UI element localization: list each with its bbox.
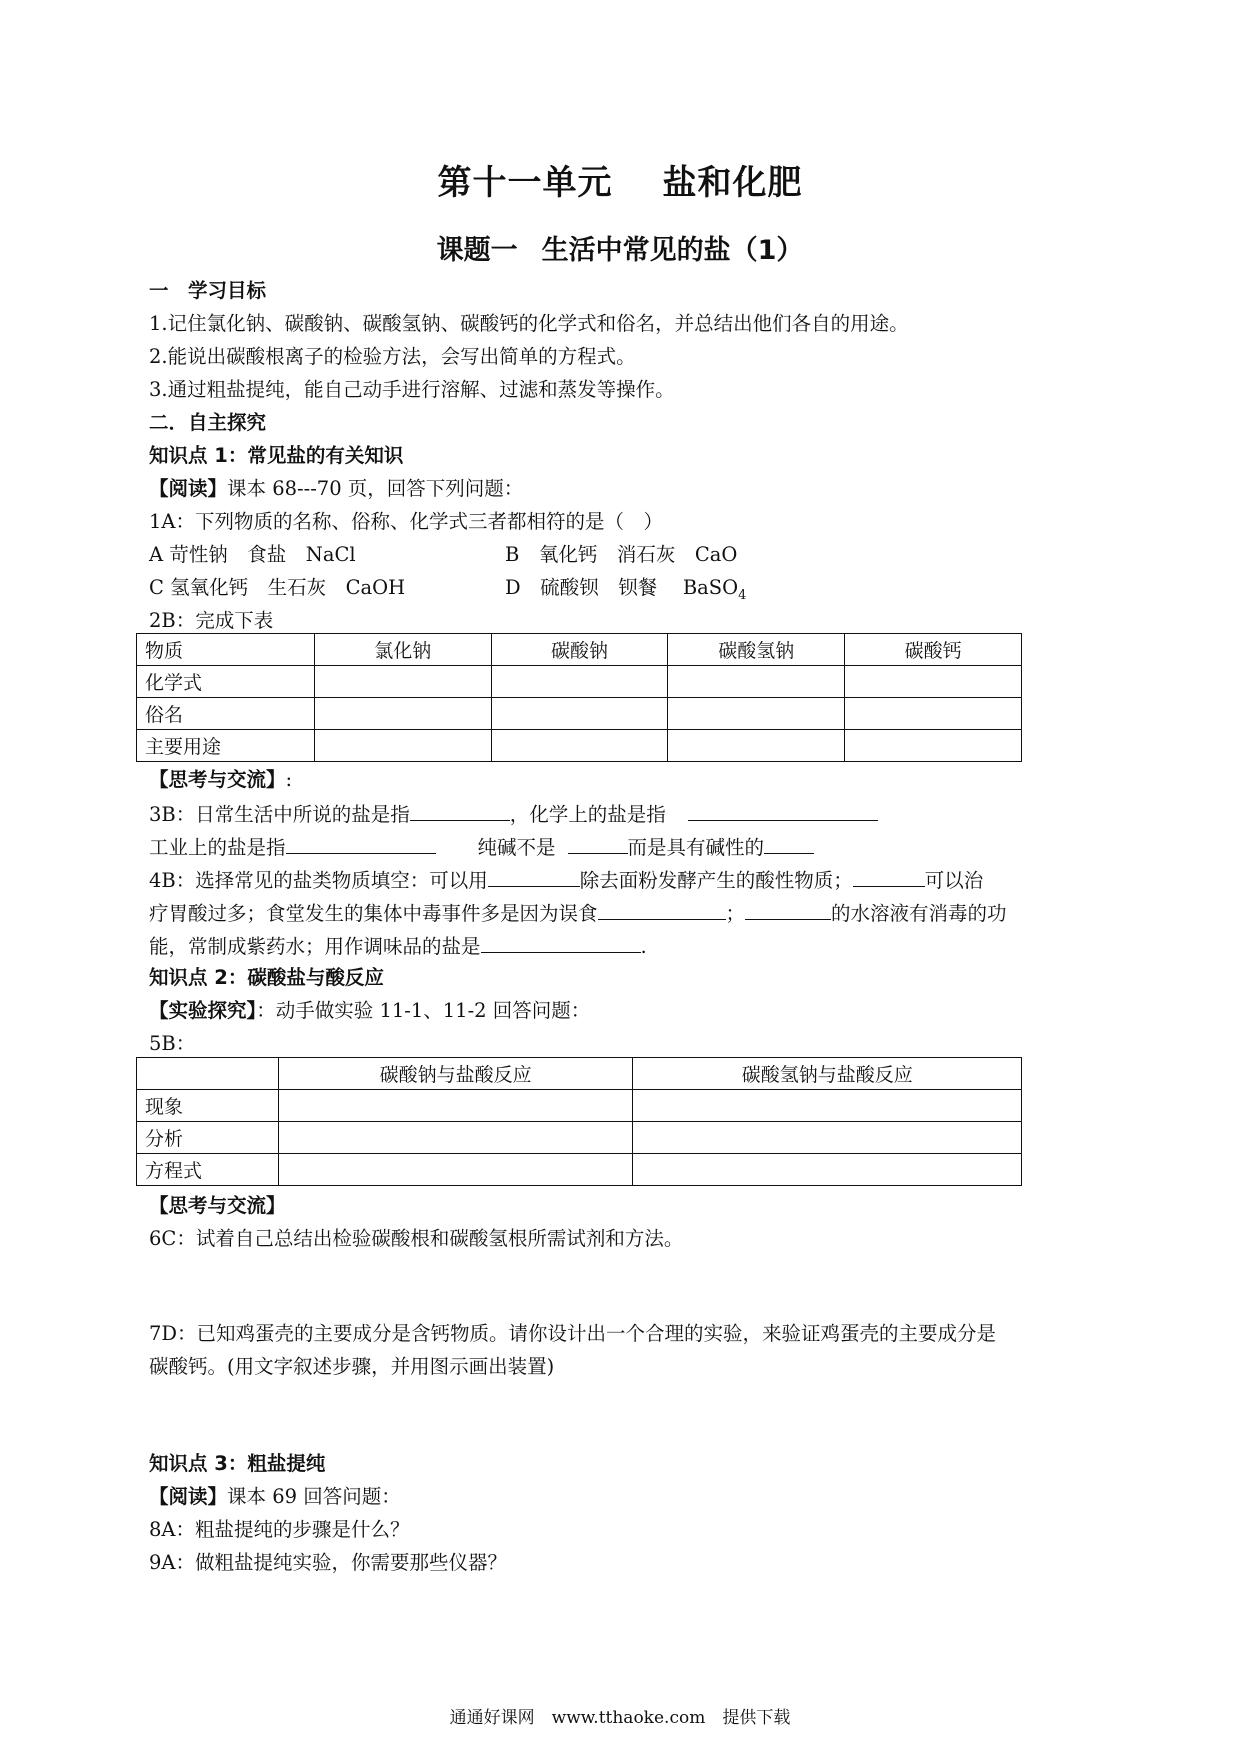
- question-6c: 6C：试着自己总结出检验碳酸根和碳酸氢根所需试剂和方法。: [149, 1227, 684, 1250]
- table-header-cell: [137, 1058, 279, 1090]
- row-label: 俗名: [137, 698, 315, 730]
- experiment-instruction: [149, 998, 590, 1024]
- answer-blank[interactable]: [488, 866, 580, 887]
- option-b: B 氧化钙 消石灰 CaO: [505, 543, 738, 566]
- salts-table: [136, 633, 1022, 762]
- question-4b-text: 4B：选择常见的盐类物质填空：可以用: [149, 869, 488, 892]
- answer-blank[interactable]: [764, 833, 814, 854]
- knowledge-point-2-heading: 知识点 2：碳酸盐与酸反应: [149, 966, 384, 989]
- answer-blank[interactable]: [410, 800, 510, 821]
- question-4b-text: .: [640, 935, 647, 958]
- row-label: 分析: [137, 1122, 279, 1154]
- question-4b-text: 除去面粉发酵产生的酸性物质；: [579, 869, 853, 892]
- question-3b-text: ，化学上的盐是指: [509, 803, 666, 826]
- question-4b-text: ；: [725, 902, 746, 925]
- answer-blank[interactable]: [598, 899, 726, 920]
- answer-cell[interactable]: [633, 1154, 1022, 1186]
- table-header-cell: 碳酸钠与盐酸反应: [278, 1058, 633, 1090]
- row-label: 主要用途: [137, 730, 315, 762]
- question-8a: 8A：粗盐提纯的步骤是什么？: [149, 1518, 410, 1541]
- knowledge-point-3-heading: 知识点 3：粗盐提纯: [149, 1452, 326, 1475]
- page-subtitle: [0, 228, 1240, 267]
- question-4b-text: 的水溶液有消毒的功: [831, 902, 1007, 925]
- table-header-cell: 碳酸氢钠: [668, 634, 845, 666]
- answer-blank[interactable]: [688, 800, 878, 821]
- table-row: [137, 1090, 1022, 1122]
- table-header-cell: 物质: [137, 634, 315, 666]
- answer-cell[interactable]: [491, 730, 668, 762]
- think-colon: :: [285, 768, 293, 791]
- row-label: 方程式: [137, 1154, 279, 1186]
- table-header-row: [137, 634, 1022, 666]
- answer-cell[interactable]: [845, 730, 1022, 762]
- answer-cell[interactable]: [491, 698, 668, 730]
- table-row: [137, 698, 1022, 730]
- question-9a: 9A：做粗盐提纯实验，你需要那些仪器？: [149, 1551, 507, 1574]
- think-exchange-2: 【思考与交流】: [149, 1194, 286, 1217]
- subtitle-topic: 生活中常见的盐（1）: [541, 235, 804, 266]
- table-header-cell: 碳酸钠: [491, 634, 668, 666]
- answer-cell[interactable]: [845, 666, 1022, 698]
- question-7d-line2: 碳酸钙。(用文字叙述步骤，并用图示画出装置): [149, 1355, 555, 1378]
- question-4b-text: 能，常制成紫药水；用作调味品的盐是: [149, 935, 481, 958]
- think-exchange-1: [149, 767, 292, 793]
- answer-blank[interactable]: [745, 899, 831, 920]
- page-title: [0, 155, 1240, 204]
- section-heading-explore: 二．自主探究: [149, 411, 267, 434]
- option-d-subscript: 4: [738, 587, 747, 603]
- reading-instruction-3: [149, 1484, 401, 1510]
- question-3b-text: 而是具有碱性的: [627, 836, 765, 859]
- section-heading-objectives: 一 学习目标: [149, 279, 267, 302]
- objective-item: 1.记住氯化钠、碳酸钠、碳酸氢钠、碳酸钙的化学式和俗名，并总结出他们各自的用途。: [149, 312, 909, 335]
- row-label: 化学式: [137, 666, 315, 698]
- answer-cell[interactable]: [314, 666, 491, 698]
- question-3b-text: 工业上的盐是指: [149, 836, 286, 859]
- option-d: [505, 575, 746, 609]
- experiment-text: ：动手做实验 11-1、11-2 回答问题：: [256, 999, 591, 1022]
- question-5b: 5B：: [149, 1032, 196, 1055]
- option-a: A 苛性钠 食盐 NaCl: [149, 543, 356, 566]
- question-2b: 2B：完成下表: [149, 609, 274, 632]
- answer-blank[interactable]: [568, 833, 628, 854]
- question-4b-line3: [149, 932, 647, 960]
- table-row: [137, 730, 1022, 762]
- title-topic: 盐和化肥: [662, 163, 803, 203]
- answer-cell[interactable]: [845, 698, 1022, 730]
- knowledge-point-1-heading: 知识点 1：常见盐的有关知识: [149, 444, 404, 467]
- question-3b-line1: [149, 800, 878, 828]
- reading-instruction-1: [149, 476, 523, 502]
- subtitle-lesson: 课题一: [436, 235, 518, 266]
- objective-item: 2.能说出碳酸根离子的检验方法，会写出简单的方程式。: [149, 345, 636, 368]
- answer-cell[interactable]: [668, 730, 845, 762]
- question-3b-text: 纯碱不是: [477, 836, 556, 859]
- reading-text: 课本 68---70 页，回答下列问题：: [227, 477, 524, 500]
- question-4b-text: 可以治: [924, 869, 984, 892]
- think-tag: 【思考与交流】: [149, 768, 286, 791]
- table-header-cell: 碳酸氢钠与盐酸反应: [633, 1058, 1022, 1090]
- answer-blank[interactable]: [286, 833, 436, 854]
- experiment-tag: 【实验探究】: [149, 999, 257, 1022]
- answer-cell[interactable]: [633, 1090, 1022, 1122]
- question-4b-text: 疗胃酸过多；食堂发生的集体中毒事件多是因为误食: [149, 902, 598, 925]
- option-c: C 氢氧化钙 生石灰 CaOH: [149, 576, 406, 599]
- answer-cell[interactable]: [668, 666, 845, 698]
- answer-cell[interactable]: [314, 730, 491, 762]
- table-header-row: [137, 1058, 1022, 1090]
- question-3b-line2: [149, 833, 814, 861]
- answer-blank[interactable]: [853, 866, 925, 887]
- table-row: [137, 1154, 1022, 1186]
- carbonate-reaction-table: [136, 1057, 1022, 1186]
- question-1a: 1A：下列物质的名称、俗称、化学式三者都相符的是（ ）: [149, 510, 663, 533]
- table-header-cell: 碳酸钙: [845, 634, 1022, 666]
- table-row: [137, 1122, 1022, 1154]
- question-4b-line2: [149, 899, 1007, 927]
- answer-cell[interactable]: [278, 1122, 633, 1154]
- objective-item: 3.通过粗盐提纯，能自己动手进行溶解、过滤和蒸发等操作。: [149, 378, 675, 401]
- answer-cell[interactable]: [633, 1122, 1022, 1154]
- question-7d-line1: 7D：已知鸡蛋壳的主要成分是含钙物质。请你设计出一个合理的实验，来验证鸡蛋壳的主要成分是: [149, 1322, 997, 1345]
- reading-text: 课本 69 回答问题：: [227, 1485, 401, 1508]
- reading-tag: 【阅读】: [149, 1485, 228, 1508]
- title-unit: 第十一单元: [437, 163, 613, 203]
- answer-cell[interactable]: [278, 1154, 633, 1186]
- table-row: [137, 666, 1022, 698]
- table-header-cell: 氯化钠: [314, 634, 491, 666]
- answer-cell[interactable]: [668, 698, 845, 730]
- question-4b-line1: [149, 866, 983, 894]
- page-footer: 通通好课网 www.tthaoke.com 提供下载: [449, 1708, 791, 1728]
- answer-blank[interactable]: [481, 932, 641, 953]
- question-3b-text: 3B：日常生活中所说的盐是指: [149, 803, 410, 826]
- answer-cell[interactable]: [314, 698, 491, 730]
- answer-cell[interactable]: [491, 666, 668, 698]
- option-d-text: D 硫酸钡 钡餐 BaSO: [505, 576, 739, 599]
- row-label: 现象: [137, 1090, 279, 1122]
- answer-cell[interactable]: [278, 1090, 633, 1122]
- reading-tag: 【阅读】: [149, 477, 228, 500]
